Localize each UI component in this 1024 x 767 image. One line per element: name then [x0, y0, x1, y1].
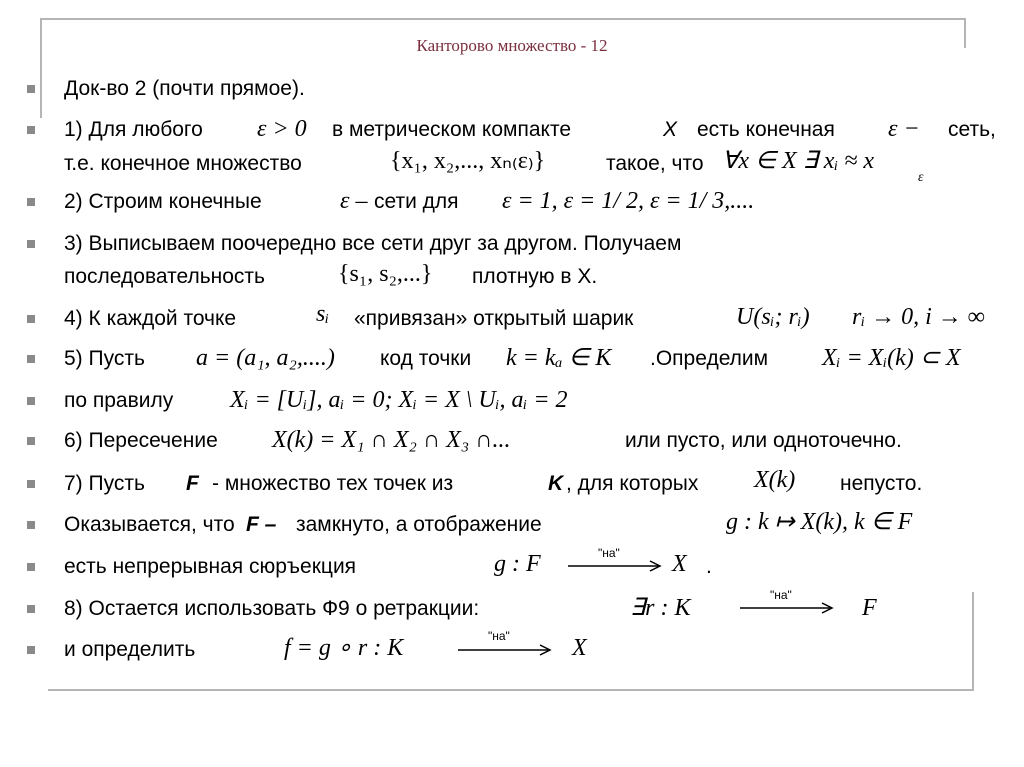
- text-l3a: т.е. конечное множество: [64, 152, 302, 175]
- text-l11c: - множество тех точек из: [212, 472, 454, 495]
- text-l10a: 6) Пересечение: [64, 429, 218, 452]
- bullet-1: [27, 85, 35, 93]
- frame-line-bottom: [48, 689, 974, 691]
- math-forall: ∀x ∈ X ∃ xᵢ ≈ x: [722, 148, 875, 174]
- math-eps-dash: ε –: [340, 188, 368, 214]
- text-l12a: Оказывается, что: [64, 513, 235, 536]
- math-set-x: {x₁, x₂,..., xₙ₍ε₎}: [390, 148, 546, 174]
- proof-heading: Док-во 2 (почти прямое).: [64, 77, 305, 100]
- arrow-3-icon: [458, 644, 554, 656]
- text-l8b: код точки: [380, 347, 472, 370]
- math-g-F: g : F: [494, 551, 541, 577]
- text-l4b: сети для: [374, 190, 459, 213]
- math-eps-minus: ε −: [888, 116, 920, 142]
- arrow-label-1: "на": [598, 546, 620, 560]
- text-l2c: X: [663, 118, 678, 141]
- text-l13a: есть непрерывная сюръекция: [64, 555, 357, 578]
- math-eps-pos: ε > 0: [257, 116, 307, 142]
- text-l2d: есть конечная: [697, 118, 835, 141]
- bullet-12: [27, 605, 35, 613]
- bullet-8: [27, 437, 35, 445]
- math-X: X: [672, 551, 687, 577]
- arrow-label-3: "на": [488, 629, 510, 643]
- text-l11a: 7) Пусть: [64, 472, 145, 495]
- math-rule: Xᵢ = [Uᵢ], aᵢ = 0; Xᵢ = X \ Uᵢ, aᵢ = 2: [230, 387, 568, 413]
- text-l3b: такое, что: [606, 152, 704, 175]
- bullet-10: [27, 521, 35, 529]
- math-ball: U(sᵢ; rᵢ): [736, 304, 810, 330]
- text-l6a: последовательность: [64, 265, 265, 288]
- math-X2: X: [572, 635, 587, 661]
- text-l8c: .Определим: [650, 347, 769, 370]
- bullet-2: [27, 126, 35, 134]
- text-l10b: или пусто, или одноточечно.: [625, 429, 902, 452]
- text-l2e: сеть,: [948, 118, 996, 141]
- math-intersection: X(k) = X₁ ∩ X₂ ∩ X₃ ∩...: [272, 427, 511, 453]
- frame-line-top: [40, 18, 966, 20]
- arrow-1-icon: [568, 560, 664, 572]
- math-X-i-def: Xᵢ = Xᵢ(k) ⊂ X: [822, 345, 961, 371]
- math-X-k: X(k): [754, 467, 796, 493]
- bullet-9: [27, 480, 35, 488]
- text-l11f: непусто.: [840, 472, 923, 495]
- math-F: F: [862, 595, 877, 621]
- text-l5: 3) Выписываем поочередно все сети друг за другом. Получаем: [64, 232, 682, 255]
- text-l11d: K: [548, 472, 564, 495]
- text-l7a: 4) К каждой точке: [64, 307, 237, 330]
- math-s-i: sᵢ: [316, 301, 330, 327]
- math-limits: rᵢ → 0, i → ∞: [852, 304, 985, 330]
- bullet-5: [27, 315, 35, 323]
- math-eps-values: ε = 1, ε = 1/ 2, ε = 1/ 3,....: [502, 188, 755, 214]
- text-l12b: F –: [246, 513, 277, 536]
- text-l2b: в метрическом компакте: [332, 118, 572, 141]
- arrow-label-2: "на": [770, 588, 792, 602]
- arrow-2-icon: [740, 602, 836, 614]
- bullet-6: [27, 355, 35, 363]
- math-forall-sub: ε: [918, 170, 924, 185]
- math-f-def: f = g ∘ r : K: [284, 635, 404, 661]
- text-l9: по правилу: [64, 389, 174, 412]
- math-k-def: k = kₐ ∈ K: [506, 345, 612, 371]
- text-l4a: 2) Строим конечные: [64, 190, 262, 213]
- text-l14: 8) Остается использовать Ф9 о ретракции:: [64, 597, 480, 620]
- bullet-13: [27, 646, 35, 654]
- bullet-3: [27, 198, 35, 206]
- math-retract: ∃r : K: [630, 595, 691, 621]
- bullet-4: [27, 240, 35, 248]
- text-l6b: плотную в X.: [472, 265, 598, 288]
- frame-line-right: [972, 592, 974, 691]
- text-l2a: 1) Для любого: [64, 118, 203, 141]
- frame-line-left: [40, 18, 42, 118]
- math-a-def: a = (a₁, a₂,....): [196, 345, 335, 371]
- text-l7b: «привязан» открытый шарик: [354, 307, 634, 330]
- bullet-11: [27, 563, 35, 571]
- text-l8a: 5) Пусть: [64, 347, 145, 370]
- text-l15: и определить: [64, 638, 196, 661]
- text-l12c: замкнуто, а отображение: [296, 513, 542, 536]
- text-l13b: .: [706, 555, 712, 578]
- slide-title: Канторово множество - 12: [416, 36, 608, 55]
- text-l11b: F: [186, 472, 199, 495]
- math-g-map: g : k ↦ X(k), k ∈ F: [726, 509, 913, 535]
- math-sequence-s: {s₁, s₂,...}: [338, 261, 433, 287]
- bullet-7: [27, 397, 35, 405]
- text-l11e: , для которых: [566, 472, 699, 495]
